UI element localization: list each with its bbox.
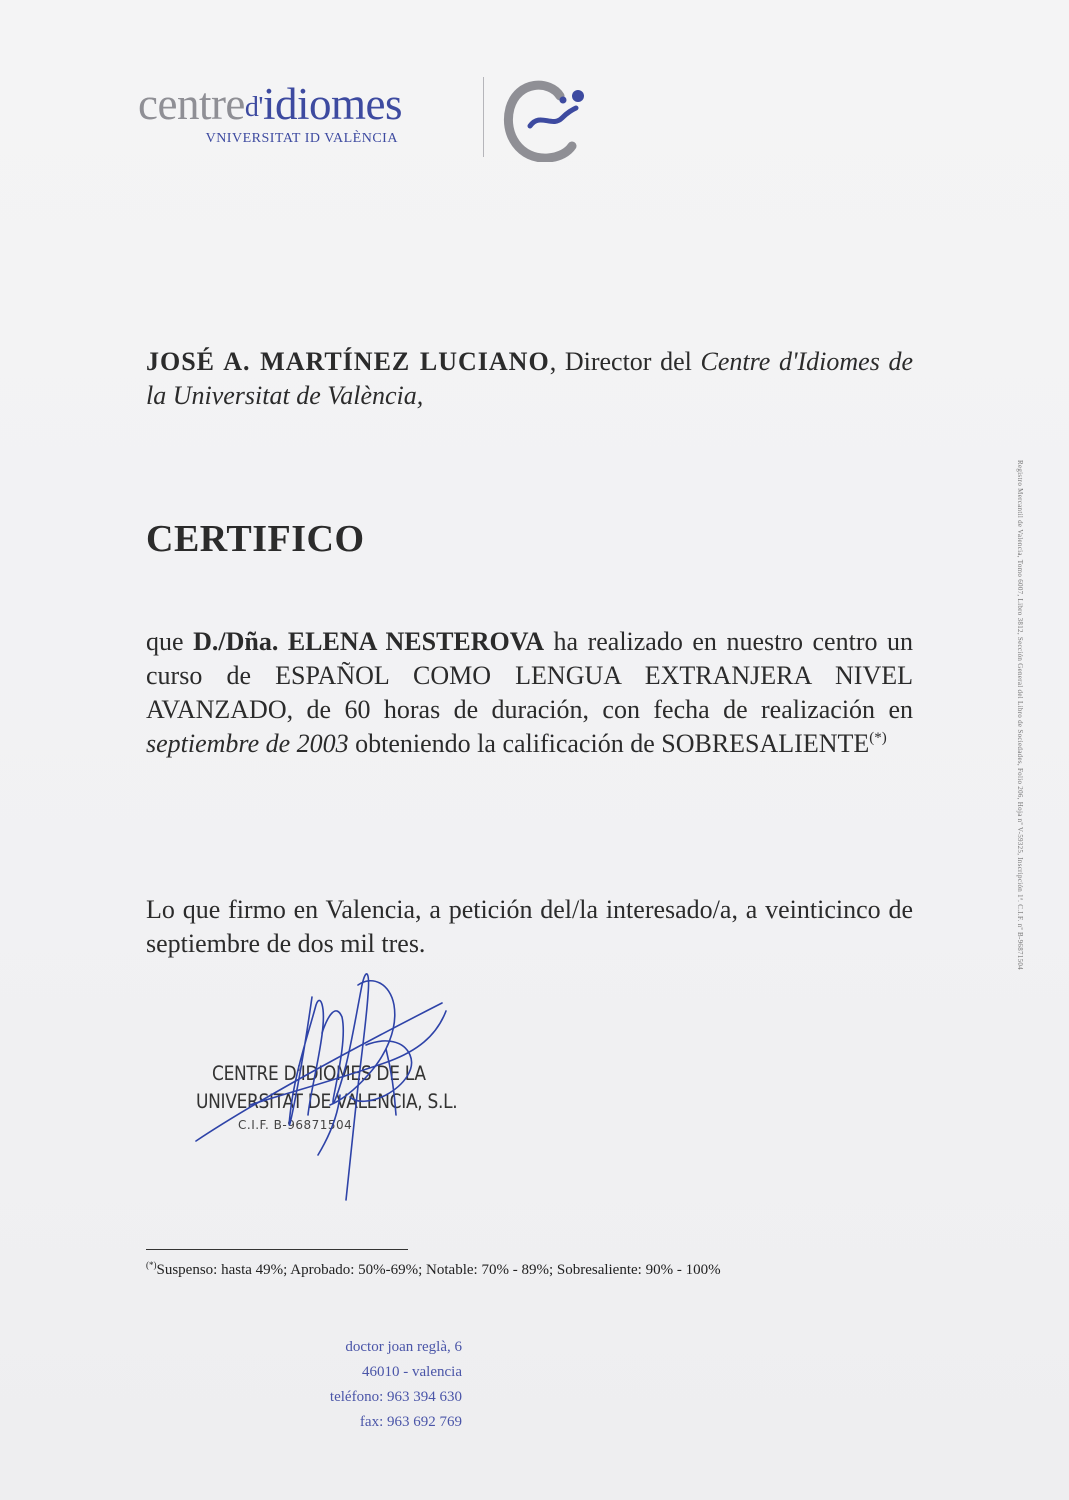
logo-subtitle: VNIVERSITAT ID VALÈNCIA <box>205 131 398 146</box>
closing-paragraph: Lo que firmo en Valencia, a petición del/la interesado/a, a veinticinco de septiembre de dos mil tres. <box>146 895 913 958</box>
institution-name: Centre d'Idiomes de la Universitat de València, <box>146 347 913 410</box>
footnote-rule <box>146 1249 408 1250</box>
signature-icon <box>190 945 470 1210</box>
logo-main: idiomes <box>262 79 402 129</box>
stamp-line-2: UNIVERSITAT DE VALENCIA, S.L. <box>196 1090 458 1114</box>
stamp-line-1: CENTRE D'IDIOMES DE LA <box>212 1062 426 1086</box>
course-date: septiembre de 2003 <box>146 729 349 758</box>
intro-paragraph <box>146 345 913 413</box>
cert-text-2: ha realizado en nuestro centro un curso de ESPAÑOL COMO LENGUA EXTRANJERA NIVEL AVANZADO, de 60 horas de duración, con fecha de realización en <box>146 627 913 724</box>
address-fax: fax: 963 692 769 <box>359 1414 462 1430</box>
logo-emblem-icon <box>498 74 598 162</box>
certificate-paragraph <box>146 625 913 761</box>
student-name: D./Dña. ELENA NESTEROVA <box>193 627 544 656</box>
stamp-cif: C.I.F. B-96871504 <box>238 1118 353 1132</box>
director-role: , Director del <box>549 347 701 376</box>
logo-d: d' <box>244 92 263 123</box>
cert-text-3: obteniendo la calificación de SOBRESALIENTE <box>348 729 870 758</box>
footnote-marker: (*) <box>869 730 887 746</box>
address-city: 46010 - valencia <box>362 1364 462 1380</box>
registry-note: Registro Mercantil de Valencia, Tomo 6007, Libro 3812, Sección General del Libro de Sociedades, Folio 206, Hoja nº V-59325, Inscripción 1ª. C.I.F. nº B-96871504 <box>1016 460 1024 971</box>
footnote-text: Suspenso: hasta 49%; Aprobado: 50%-69%; Notable: 70% - 89%; Sobresaliente: 90% - 100% <box>156 1262 721 1278</box>
address-street: doctor joan reglà, 6 <box>345 1339 462 1355</box>
logo-wordmark <box>138 79 402 147</box>
cert-text-1: que <box>146 627 194 656</box>
logo-prefix: centre <box>138 79 245 129</box>
document-heading: CERTIFICO <box>146 518 365 560</box>
address-block <box>250 1335 462 1435</box>
grading-footnote <box>146 1262 721 1279</box>
address-phone: teléfono: 963 394 630 <box>329 1389 462 1405</box>
footnote-mark: (*) <box>146 1260 157 1270</box>
logo-divider <box>483 77 484 157</box>
director-name: JOSÉ A. MARTÍNEZ LUCIANO <box>146 347 550 376</box>
